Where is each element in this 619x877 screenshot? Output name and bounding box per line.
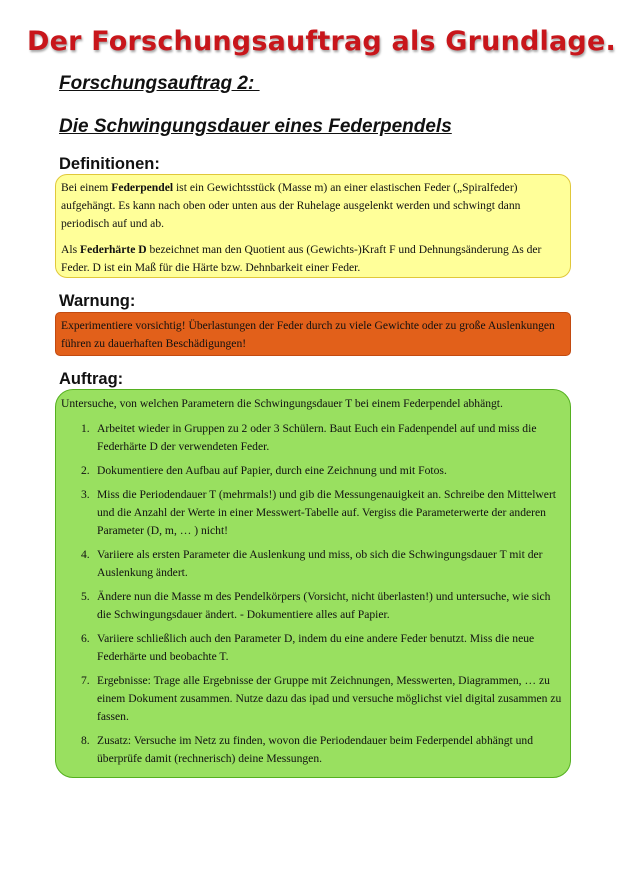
definition-federpendel xyxy=(61,179,564,233)
warning-text: Experimentiere vorsichtig! Überlastungen der Feder durch zu viele Gewichte oder zu große Auslenkungen führen zu dauerhaften Beschädigungen! xyxy=(61,319,555,350)
definition-text: ist ein Gewichtsstück (Masse m) an einer elastischen Feder („Spiralfeder) aufgehängt. Es kann nach oben oder unten aus der Ruhelage ausgelenkt werden und schwingt dann periodisch auf und ab. xyxy=(61,181,521,230)
task-number: 4. xyxy=(81,548,90,561)
task-item xyxy=(61,486,562,540)
task-number: 7. xyxy=(81,674,90,687)
task-item xyxy=(61,672,562,726)
definition-text: Bei einem xyxy=(61,181,112,194)
assignment-topic-heading: Die Schwingungsdauer eines Federpendels xyxy=(59,116,452,137)
task-number: 1. xyxy=(81,422,90,435)
task-text: Ändere nun die Masse m des Pendelkörpers (Vorsicht, nicht überlasten!) und untersuche, wie sich die Schwingungsdauer ändert. - Dokumentiere alles auf Papier. xyxy=(97,590,551,621)
task-item xyxy=(61,420,562,456)
task-item xyxy=(61,630,562,666)
task-list xyxy=(61,420,562,768)
definitions-heading: Definitionen: xyxy=(59,155,160,173)
assignment-number-heading: Forschungsauftrag 2: xyxy=(59,73,260,94)
task-item xyxy=(61,732,562,768)
warning-heading: Warnung: xyxy=(59,292,136,310)
task-number: 3. xyxy=(81,488,90,501)
definition-text: Als xyxy=(61,243,81,256)
task-text: Dokumentiere den Aufbau auf Papier, durch eine Zeichnung und mit Fotos. xyxy=(97,464,447,477)
task-text: Zusatz: Versuche im Netz zu finden, wovon die Periodendauer beim Federpendel abhängt und überprüfe damit (rechnerisch) deine Messungen. xyxy=(97,734,534,765)
task-text: Variiere schließlich auch den Parameter D, indem du eine andere Feder benutzt. Miss die neue Federhärte und beobachte T. xyxy=(97,632,535,663)
definition-term: Federpendel xyxy=(111,181,174,194)
task-text: Variiere als ersten Parameter die Auslenkung und miss, ob sich die Schwingungsdauer T mit der Auslenkung ändert. xyxy=(97,548,543,579)
task-intro: Untersuche, von welchen Parametern die Schwingungsdauer T bei einem Federpendel abhängt. xyxy=(61,397,503,410)
definitions-box xyxy=(55,174,571,278)
task-number: 8. xyxy=(81,734,90,747)
task-number: 6. xyxy=(81,632,90,645)
task-item xyxy=(61,546,562,582)
definition-term: Federhärte D xyxy=(80,243,147,256)
warning-box xyxy=(55,312,571,356)
task-item xyxy=(61,588,562,624)
task-item xyxy=(61,462,562,480)
task-text: Miss die Periodendauer T (mehrmals!) und gib die Messungenauigkeit an. Schreibe den Mittelwert und die Anzahl der Werte in einer Messwert-Tabelle auf. Vergiss die Parameterwerte der anderen Parameter (D, m, … ) nicht! xyxy=(97,488,557,537)
task-text: Arbeitet wieder in Gruppen zu 2 oder 3 Schülern. Baut Euch ein Fadenpendel auf und miss die Federhärte D der verwendeten Feder. xyxy=(97,422,537,453)
task-number: 5. xyxy=(81,590,90,603)
task-number: 2. xyxy=(81,464,90,477)
task-heading: Auftrag: xyxy=(59,370,124,388)
page-title: Der Forschungsauftrag als Grundlage. xyxy=(27,26,616,57)
definition-text: bezeichnet man den Quotient aus (Gewichts-)Kraft F und Dehnungsänderung Δs der Feder. D ist ein Maß für die Härte bzw. Dehnbarkeit einer Feder. xyxy=(61,243,542,274)
task-box xyxy=(55,389,571,778)
task-text: Ergebnisse: Trage alle Ergebnisse der Gruppe mit Zeichnungen, Messwerten, Diagrammen, … zu einem Dokument zusammen. Nutze dazu das ipad und versuche möglichst viel digital zusammen zu fassen. xyxy=(97,674,562,723)
definition-federhaerte xyxy=(61,241,564,277)
